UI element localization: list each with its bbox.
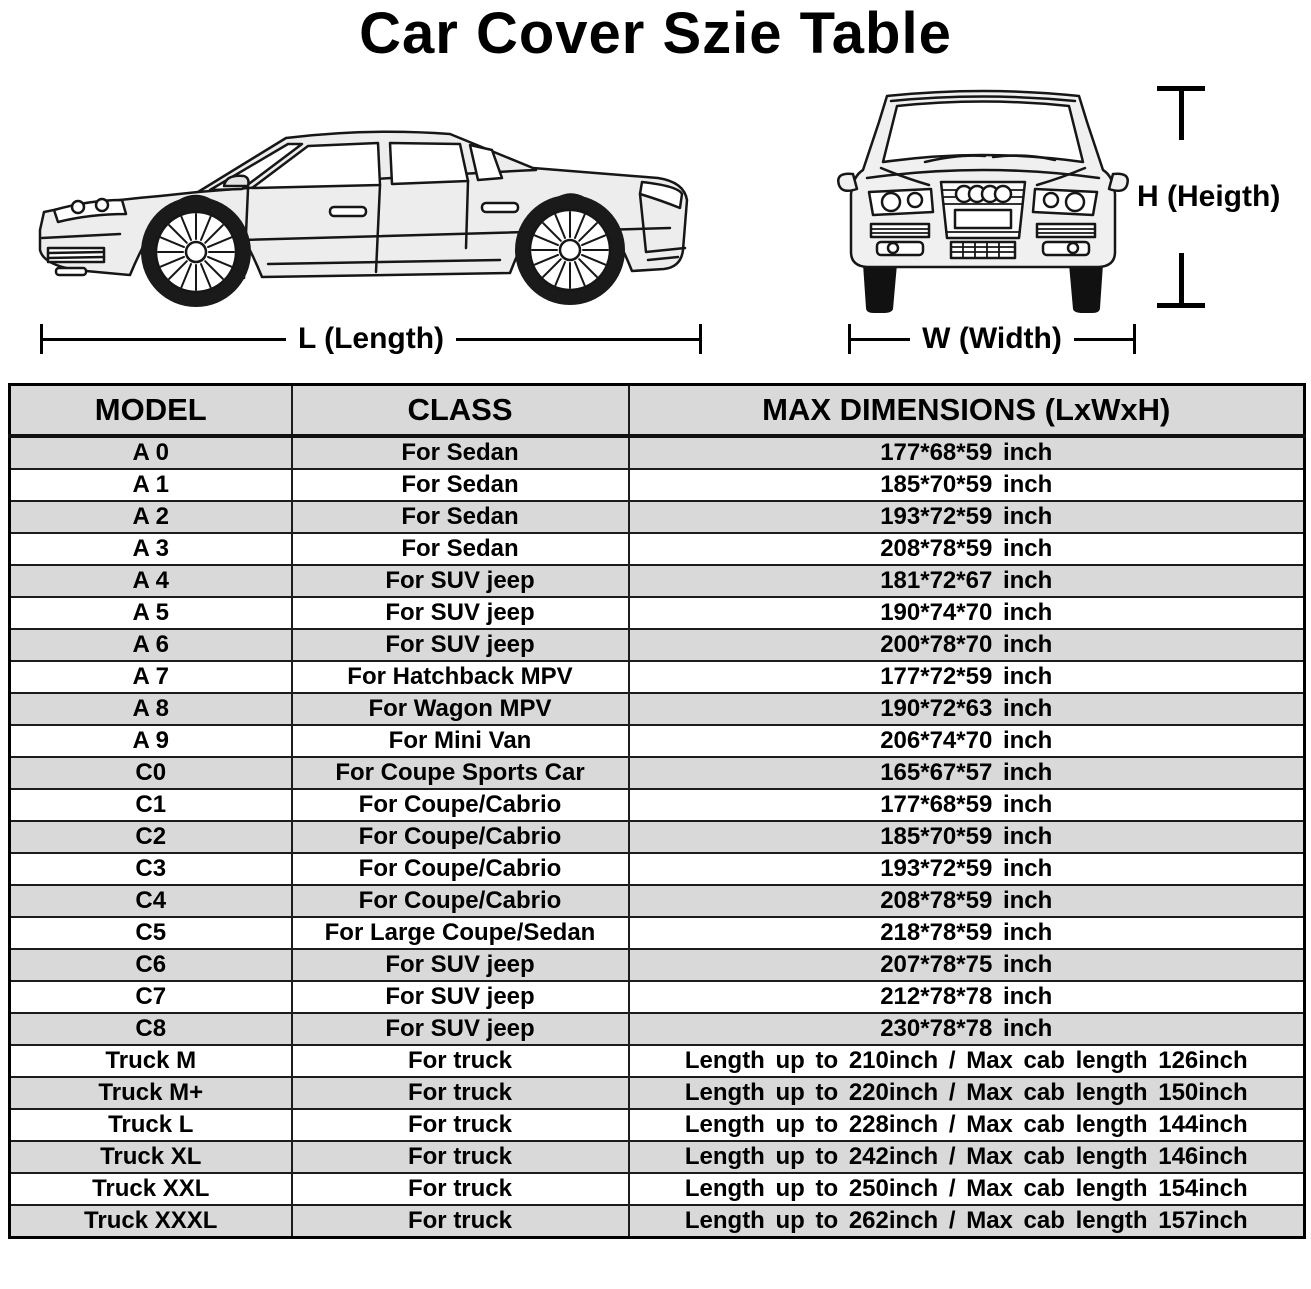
dimension-segment xyxy=(456,338,699,341)
dimensions-cell: 190*74*70 inch xyxy=(629,597,1305,629)
dimensions-cell: Length up to 250inch / Max cab length 154inch xyxy=(629,1173,1305,1205)
class-cell: For SUV jeep xyxy=(292,565,629,597)
width-dimension-line xyxy=(848,320,1136,358)
table-row xyxy=(10,725,1305,757)
class-cell: For Coupe/Cabrio xyxy=(292,853,629,885)
length-label: L (Length) xyxy=(297,322,445,355)
class-cell: For truck xyxy=(292,1205,629,1238)
model-cell: C1 xyxy=(10,789,292,821)
class-cell: For Coupe/Cabrio xyxy=(292,821,629,853)
height-dimension-line xyxy=(1135,86,1311,312)
class-cell: For SUV jeep xyxy=(292,1013,629,1045)
model-cell: C2 xyxy=(10,821,292,853)
model-cell: C0 xyxy=(10,757,292,789)
height-label: H (Heigth) xyxy=(1137,180,1281,213)
table-row xyxy=(10,853,1305,885)
table-row xyxy=(10,469,1305,501)
table-row xyxy=(10,789,1305,821)
model-cell: A 7 xyxy=(10,661,292,693)
table-row xyxy=(10,436,1305,469)
class-cell: For SUV jeep xyxy=(292,949,629,981)
class-cell: For Wagon MPV xyxy=(292,693,629,725)
table-header-row xyxy=(10,385,1305,437)
dimensions-cell: 177*72*59 inch xyxy=(629,661,1305,693)
table-row xyxy=(10,981,1305,1013)
table-row xyxy=(10,533,1305,565)
dimensions-cell: 190*72*63 inch xyxy=(629,693,1305,725)
class-cell: For Large Coupe/Sedan xyxy=(292,917,629,949)
model-cell: C3 xyxy=(10,853,292,885)
class-cell: For SUV jeep xyxy=(292,981,629,1013)
dimension-tick xyxy=(1157,303,1205,308)
dimension-segment xyxy=(1179,253,1184,308)
dimensions-cell: 206*74*70 inch xyxy=(629,725,1305,757)
dimensions-cell: 185*70*59 inch xyxy=(629,821,1305,853)
class-cell: For truck xyxy=(292,1141,629,1173)
dimension-tick xyxy=(699,324,702,354)
dimensions-cell: Length up to 220inch / Max cab length 150inch xyxy=(629,1077,1305,1109)
model-cell: Truck M+ xyxy=(10,1077,292,1109)
dimensions-cell: Length up to 242inch / Max cab length 146inch xyxy=(629,1141,1305,1173)
dimensions-cell: 177*68*59 inch xyxy=(629,436,1305,469)
model-cell: A 9 xyxy=(10,725,292,757)
class-cell: For Sedan xyxy=(292,533,629,565)
dimension-segment xyxy=(1074,338,1133,341)
dimension-segment xyxy=(851,338,910,341)
table-row xyxy=(10,501,1305,533)
length-dimension-line xyxy=(40,320,702,358)
model-cell: Truck M xyxy=(10,1045,292,1077)
dimensions-cell: 207*78*75 inch xyxy=(629,949,1305,981)
dimensions-cell: 181*72*67 inch xyxy=(629,565,1305,597)
table-row xyxy=(10,565,1305,597)
dimensions-cell: 177*68*59 inch xyxy=(629,789,1305,821)
table-row xyxy=(10,885,1305,917)
model-cell: A 6 xyxy=(10,629,292,661)
model-cell: Truck L xyxy=(10,1109,292,1141)
class-cell: For truck xyxy=(292,1109,629,1141)
table-row xyxy=(10,1173,1305,1205)
dimensions-cell: 230*78*78 inch xyxy=(629,1013,1305,1045)
table-row xyxy=(10,629,1305,661)
dimension-segment xyxy=(1179,86,1184,140)
table-row xyxy=(10,917,1305,949)
model-cell: C4 xyxy=(10,885,292,917)
dimensions-cell: Length up to 262inch / Max cab length 157inch xyxy=(629,1205,1305,1238)
table-row xyxy=(10,1205,1305,1238)
table-row xyxy=(10,1013,1305,1045)
model-cell: A 5 xyxy=(10,597,292,629)
table-row xyxy=(10,1045,1305,1077)
dimensions-cell: Length up to 210inch / Max cab length 126inch xyxy=(629,1045,1305,1077)
dimensions-cell: 200*78*70 inch xyxy=(629,629,1305,661)
table-row xyxy=(10,949,1305,981)
size-table xyxy=(8,383,1306,1239)
dimension-segment xyxy=(43,338,286,341)
page-title: Car Cover Szie Table xyxy=(359,1,952,66)
table-row xyxy=(10,821,1305,853)
header-dimensions: MAX DIMENSIONS (LxWxH) xyxy=(629,385,1305,437)
dimension-tick xyxy=(1133,324,1136,354)
class-cell: For truck xyxy=(292,1045,629,1077)
car-front-view-icon xyxy=(833,82,1133,314)
header-model: MODEL xyxy=(10,385,292,437)
table-row xyxy=(10,757,1305,789)
width-label: W (Width) xyxy=(922,322,1062,355)
dimensions-cell: 208*78*59 inch xyxy=(629,533,1305,565)
dimensions-cell: 212*78*78 inch xyxy=(629,981,1305,1013)
class-cell: For Coupe Sports Car xyxy=(292,757,629,789)
model-cell: A 1 xyxy=(10,469,292,501)
model-cell: C6 xyxy=(10,949,292,981)
class-cell: For truck xyxy=(292,1077,629,1109)
class-cell: For Sedan xyxy=(292,501,629,533)
dimensions-cell: 218*78*59 inch xyxy=(629,917,1305,949)
table-row xyxy=(10,1109,1305,1141)
model-cell: A 4 xyxy=(10,565,292,597)
class-cell: For SUV jeep xyxy=(292,629,629,661)
class-cell: For Coupe/Cabrio xyxy=(292,885,629,917)
dimensions-cell: 208*78*59 inch xyxy=(629,885,1305,917)
table-row xyxy=(10,693,1305,725)
class-cell: For Sedan xyxy=(292,436,629,469)
class-cell: For Hatchback MPV xyxy=(292,661,629,693)
model-cell: A 2 xyxy=(10,501,292,533)
model-cell: Truck XXL xyxy=(10,1173,292,1205)
model-cell: A 3 xyxy=(10,533,292,565)
model-cell: C5 xyxy=(10,917,292,949)
table-row xyxy=(10,1141,1305,1173)
class-cell: For Mini Van xyxy=(292,725,629,757)
model-cell: Truck XL xyxy=(10,1141,292,1173)
dimensions-cell: 185*70*59 inch xyxy=(629,469,1305,501)
dimensions-cell: 165*67*57 inch xyxy=(629,757,1305,789)
model-cell: Truck XXXL xyxy=(10,1205,292,1238)
model-cell: A 8 xyxy=(10,693,292,725)
car-side-view-icon xyxy=(28,90,718,320)
class-cell: For Sedan xyxy=(292,469,629,501)
dimensions-cell: 193*72*59 inch xyxy=(629,853,1305,885)
model-cell: C8 xyxy=(10,1013,292,1045)
table-row xyxy=(10,597,1305,629)
dimensions-cell: 193*72*59 inch xyxy=(629,501,1305,533)
model-cell: C7 xyxy=(10,981,292,1013)
table-row xyxy=(10,661,1305,693)
model-cell: A 0 xyxy=(10,436,292,469)
table-row xyxy=(10,1077,1305,1109)
dimensions-cell: Length up to 228inch / Max cab length 144inch xyxy=(629,1109,1305,1141)
header-class: CLASS xyxy=(292,385,629,437)
class-cell: For SUV jeep xyxy=(292,597,629,629)
size-table-body xyxy=(10,436,1305,1238)
class-cell: For Coupe/Cabrio xyxy=(292,789,629,821)
class-cell: For truck xyxy=(292,1173,629,1205)
